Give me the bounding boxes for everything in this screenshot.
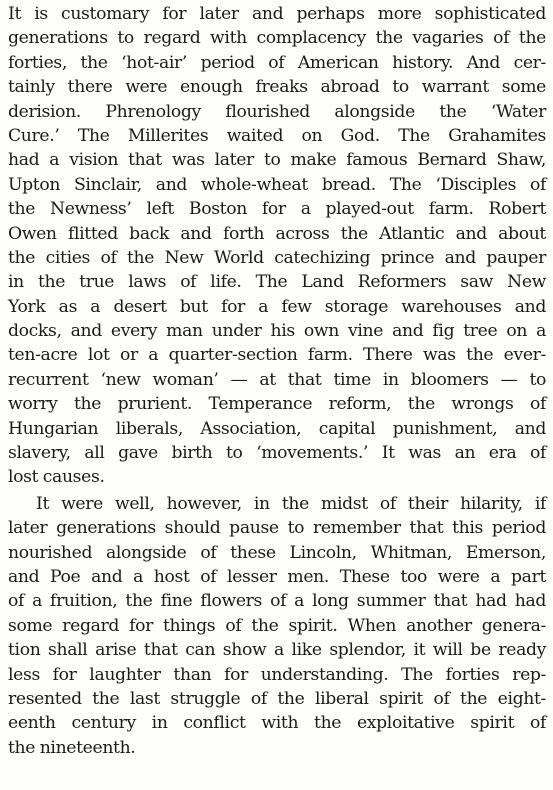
text-line: nourished alongside of these Lincoln, Whitman, Emerson, (8, 542, 546, 563)
text-line: generations to regard with complacency the vagaries of the (8, 28, 546, 49)
text-line: some regard for things of the spirit. When another genera- (8, 615, 546, 636)
text-line: in the true laws of life. The Land Reformers saw New (8, 272, 546, 293)
text-line: tion shall arise that can show a like splendor, it will be ready (8, 640, 546, 661)
text-line: later generations should pause to remember that this period (8, 518, 546, 539)
paragraph-2 (8, 492, 546, 760)
paragraph-1 (8, 2, 546, 490)
text-line: Owen flitted back and forth across the Atlantic and about (8, 223, 546, 244)
text-line: It were well, however, in the midst of their hilarity, if (36, 493, 546, 514)
body-text (8, 2, 546, 760)
text-line: docks, and every man under his own vine and fig tree on a (8, 321, 546, 342)
text-line: ten-acre lot or a quarter-section farm. There was the ever- (8, 345, 546, 366)
text-line: tainly there were enough freaks abroad to warrant some (8, 77, 546, 98)
text-line: of a fruition, the fine flowers of a long summer that had had (8, 591, 546, 612)
text-line: recurrent ‘new woman’ — at that time in bloomers — to (8, 369, 546, 390)
text-line: Upton Sinclair, and whole-wheat bread. The ‘Disciples of (8, 174, 546, 195)
text-line: Hungarian liberals, Association, capital punishment, and (8, 418, 546, 439)
text-line: the nineteenth. (8, 737, 136, 758)
text-line: and Poe and a host of lesser men. These too were a part (8, 566, 546, 587)
text-line: resented the last struggle of the liberal spirit of the eight- (8, 688, 546, 709)
text-line: the Newness’ left Boston for a played-out farm. Robert (8, 199, 546, 220)
text-line: had a vision that was later to make famous Bernard Shaw, (8, 150, 546, 171)
text-line: York as a desert but for a few storage warehouses and (8, 296, 546, 317)
text-line: the cities of the New World catechizing prince and pauper (8, 247, 546, 268)
text-line: derision. Phrenology flourished alongside the ‘Water (8, 101, 546, 122)
text-line: less for laughter than for understanding. The forties rep- (8, 664, 546, 685)
text-line: It is customary for later and perhaps more sophisticated (8, 4, 546, 24)
text-line: worry the prurient. Temperance reform, the wrongs of (8, 394, 546, 415)
text-line: lost causes. (8, 467, 105, 488)
text-line: forties, the ‘hot-air’ period of American history. And cer- (8, 52, 546, 73)
text-line: slavery, all gave birth to ‘movements.’ It was an era of (8, 443, 546, 464)
text-line: Cure.’ The Millerites waited on God. The Grahamites (8, 125, 546, 146)
text-line: eenth century in conflict with the exploitative spirit of (8, 713, 546, 734)
